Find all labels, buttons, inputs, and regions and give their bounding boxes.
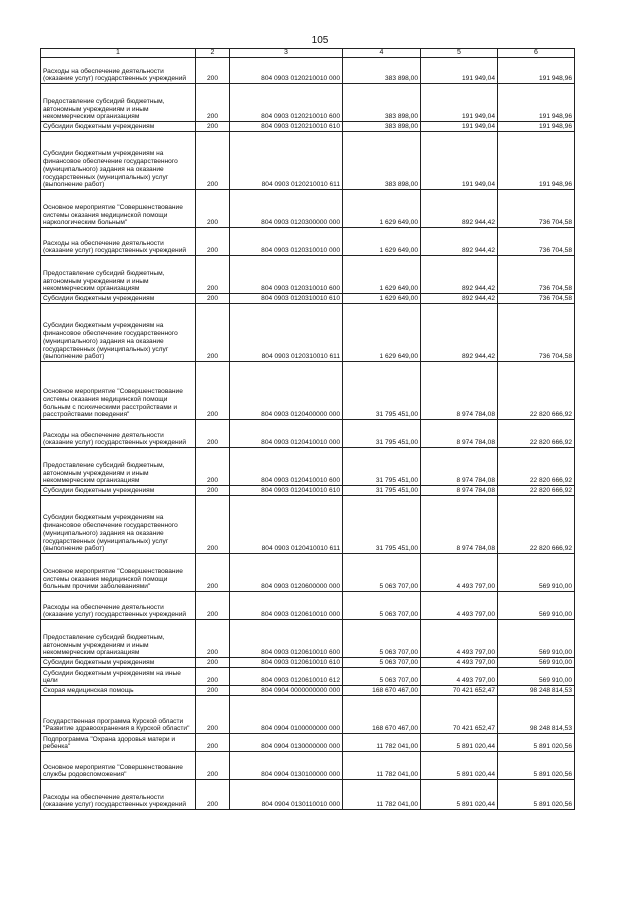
column-header: 6	[498, 49, 575, 58]
row-name-cell: Субсидии бюджетным учреждениям на финансовое обеспечение государственного (муниципального) задания на оказание государственных (муниципальных) услуг (выполнение работ)	[41, 132, 196, 190]
row-rest-amount-cell: 191 948,96	[498, 132, 575, 190]
row-plan-amount-cell: 1 629 649,00	[343, 190, 421, 228]
row-rest-amount-cell: 569 910,00	[498, 658, 575, 668]
row-rest-amount-cell: 5 891 020,56	[498, 752, 575, 780]
row-name-cell: Подпрограмма "Охрана здоровья матери и ребенка"	[41, 734, 196, 752]
column-header: 3	[230, 49, 343, 58]
row-fact-amount-cell: 191 949,04	[421, 132, 498, 190]
row-grbs-cell: 200	[196, 420, 230, 448]
table-row	[41, 734, 575, 752]
row-fact-amount-cell: 5 891 020,44	[421, 752, 498, 780]
row-rest-amount-cell: 569 910,00	[498, 592, 575, 620]
row-rest-amount-cell: 22 820 666,92	[498, 496, 575, 554]
row-name-cell: Субсидии бюджетным учреждениям	[41, 658, 196, 668]
row-grbs-cell: 200	[196, 496, 230, 554]
table-row	[41, 620, 575, 658]
table-row	[41, 752, 575, 780]
row-fact-amount-cell: 191 949,04	[421, 122, 498, 132]
table-row	[41, 132, 575, 190]
row-plan-amount-cell: 1 629 649,00	[343, 304, 421, 362]
row-rest-amount-cell: 191 948,96	[498, 84, 575, 122]
row-name-cell: Расходы на обеспечение деятельности (оказание услуг) государственных учреждений	[41, 228, 196, 256]
row-code-cell: 804 0904 0100000000 000	[230, 696, 343, 734]
table-row	[41, 294, 575, 304]
row-rest-amount-cell: 736 704,58	[498, 190, 575, 228]
row-plan-amount-cell: 11 782 041,00	[343, 780, 421, 810]
row-plan-amount-cell: 1 629 649,00	[343, 256, 421, 294]
page-number: 105	[311, 35, 329, 46]
row-fact-amount-cell: 892 944,42	[421, 228, 498, 256]
row-grbs-cell: 200	[196, 448, 230, 486]
row-name-cell: Предоставление субсидий бюджетным, автономным учреждениям и иным некоммерческим организациям	[41, 448, 196, 486]
row-grbs-cell: 200	[196, 752, 230, 780]
row-name-cell: Предоставление субсидий бюджетным, автономным учреждениям и иным некоммерческим организациям	[41, 256, 196, 294]
row-rest-amount-cell: 736 704,58	[498, 256, 575, 294]
column-header: 5	[421, 49, 498, 58]
row-grbs-cell: 200	[196, 658, 230, 668]
row-grbs-cell: 200	[196, 58, 230, 84]
table-row	[41, 686, 575, 696]
row-plan-amount-cell: 1 629 649,00	[343, 228, 421, 256]
row-code-cell: 804 0904 0000000000 000	[230, 686, 343, 696]
row-grbs-cell: 200	[196, 190, 230, 228]
row-code-cell: 804 0903 0120300000 000	[230, 190, 343, 228]
row-plan-amount-cell: 31 795 451,00	[343, 496, 421, 554]
row-rest-amount-cell: 736 704,58	[498, 304, 575, 362]
row-name-cell: Расходы на обеспечение деятельности (оказание услуг) государственных учреждений	[41, 592, 196, 620]
row-fact-amount-cell: 191 949,04	[421, 58, 498, 84]
row-fact-amount-cell: 70 421 652,47	[421, 696, 498, 734]
column-header: 1	[41, 49, 196, 58]
row-plan-amount-cell: 383 898,00	[343, 132, 421, 190]
table-row	[41, 190, 575, 228]
budget-table	[40, 48, 575, 810]
row-name-cell: Основное мероприятие "Совершенствование системы оказания медицинской помощи больным с психическими расстройствами и расстройствами поведения"	[41, 362, 196, 420]
row-plan-amount-cell: 11 782 041,00	[343, 752, 421, 780]
row-plan-amount-cell: 11 782 041,00	[343, 734, 421, 752]
row-plan-amount-cell: 383 898,00	[343, 122, 421, 132]
row-name-cell: Расходы на обеспечение деятельности (оказание услуг) государственных учреждений	[41, 780, 196, 810]
table-row	[41, 58, 575, 84]
table-row	[41, 658, 575, 668]
row-rest-amount-cell: 569 910,00	[498, 554, 575, 592]
table-header-row	[41, 49, 575, 58]
row-code-cell: 804 0903 0120310010 600	[230, 256, 343, 294]
row-name-cell: Субсидии бюджетным учреждениям на финансовое обеспечение государственного (муниципального) задания на оказание государственных (муниципальных) услуг (выполнение работ)	[41, 496, 196, 554]
row-rest-amount-cell: 191 948,96	[498, 122, 575, 132]
row-code-cell: 804 0903 0120310010 610	[230, 294, 343, 304]
row-code-cell: 804 0903 0120310010 611	[230, 304, 343, 362]
row-plan-amount-cell: 5 063 707,00	[343, 592, 421, 620]
row-plan-amount-cell: 5 063 707,00	[343, 620, 421, 658]
row-name-cell: Основное мероприятие "Совершенствование системы оказания медицинской помощи наркологическим больным"	[41, 190, 196, 228]
row-grbs-cell: 200	[196, 304, 230, 362]
table-row	[41, 780, 575, 810]
row-grbs-cell: 200	[196, 256, 230, 294]
row-fact-amount-cell: 8 974 784,08	[421, 496, 498, 554]
table-row	[41, 448, 575, 486]
table-row	[41, 696, 575, 734]
table-row	[41, 668, 575, 686]
row-name-cell: Основное мероприятие "Совершенствование службы родовспоможения"	[41, 752, 196, 780]
table-row	[41, 554, 575, 592]
row-plan-amount-cell: 5 063 707,00	[343, 658, 421, 668]
row-rest-amount-cell: 736 704,58	[498, 228, 575, 256]
table-row	[41, 84, 575, 122]
row-plan-amount-cell: 1 629 649,00	[343, 294, 421, 304]
row-code-cell: 804 0903 0120210010 611	[230, 132, 343, 190]
row-code-cell: 804 0903 0120210010 000	[230, 58, 343, 84]
row-name-cell: Расходы на обеспечение деятельности (оказание услуг) государственных учреждений	[41, 420, 196, 448]
row-name-cell: Субсидии бюджетным учреждениям на иные цели	[41, 668, 196, 686]
row-rest-amount-cell: 98 248 814,53	[498, 696, 575, 734]
row-grbs-cell: 200	[196, 228, 230, 256]
row-fact-amount-cell: 4 493 797,00	[421, 554, 498, 592]
row-code-cell: 804 0903 0120400000 000	[230, 362, 343, 420]
row-rest-amount-cell: 5 891 020,56	[498, 734, 575, 752]
row-fact-amount-cell: 892 944,42	[421, 304, 498, 362]
row-plan-amount-cell: 383 898,00	[343, 58, 421, 84]
row-grbs-cell: 200	[196, 486, 230, 496]
row-code-cell: 804 0903 0120310010 000	[230, 228, 343, 256]
table-row	[41, 496, 575, 554]
row-name-cell: Субсидии бюджетным учреждениям	[41, 486, 196, 496]
row-rest-amount-cell: 98 248 814,53	[498, 686, 575, 696]
row-plan-amount-cell: 31 795 451,00	[343, 448, 421, 486]
column-header: 4	[343, 49, 421, 58]
row-grbs-cell: 200	[196, 592, 230, 620]
row-fact-amount-cell: 8 974 784,08	[421, 362, 498, 420]
row-rest-amount-cell: 22 820 666,92	[498, 486, 575, 496]
row-grbs-cell: 200	[196, 668, 230, 686]
row-rest-amount-cell: 569 910,00	[498, 620, 575, 658]
row-fact-amount-cell: 8 974 784,08	[421, 486, 498, 496]
table-row	[41, 362, 575, 420]
row-code-cell: 804 0903 0120610010 612	[230, 668, 343, 686]
row-rest-amount-cell: 22 820 666,92	[498, 420, 575, 448]
row-plan-amount-cell: 5 063 707,00	[343, 554, 421, 592]
row-grbs-cell: 200	[196, 734, 230, 752]
column-header: 2	[196, 49, 230, 58]
row-plan-amount-cell: 31 795 451,00	[343, 420, 421, 448]
row-code-cell: 804 0903 0120600000 000	[230, 554, 343, 592]
row-grbs-cell: 200	[196, 696, 230, 734]
row-rest-amount-cell: 22 820 666,92	[498, 448, 575, 486]
row-code-cell: 804 0903 0120410010 000	[230, 420, 343, 448]
row-fact-amount-cell: 70 421 652,47	[421, 686, 498, 696]
row-name-cell: Предоставление субсидий бюджетным, автономным учреждениям и иным некоммерческим организациям	[41, 620, 196, 658]
row-rest-amount-cell: 191 948,96	[498, 58, 575, 84]
row-code-cell: 804 0903 0120410010 611	[230, 496, 343, 554]
table-row	[41, 486, 575, 496]
table-row	[41, 256, 575, 294]
row-name-cell: Скорая медицинская помощь	[41, 686, 196, 696]
row-rest-amount-cell: 5 891 020,56	[498, 780, 575, 810]
row-code-cell: 804 0903 0120210010 610	[230, 122, 343, 132]
row-rest-amount-cell: 569 910,00	[498, 668, 575, 686]
row-fact-amount-cell: 8 974 784,08	[421, 448, 498, 486]
row-rest-amount-cell: 736 704,58	[498, 294, 575, 304]
row-grbs-cell: 200	[196, 554, 230, 592]
row-code-cell: 804 0903 0120610010 000	[230, 592, 343, 620]
row-fact-amount-cell: 4 493 797,00	[421, 592, 498, 620]
row-rest-amount-cell: 22 820 666,92	[498, 362, 575, 420]
row-code-cell: 804 0904 0130000000 000	[230, 734, 343, 752]
row-grbs-cell: 200	[196, 620, 230, 658]
row-grbs-cell: 200	[196, 84, 230, 122]
row-fact-amount-cell: 892 944,42	[421, 190, 498, 228]
row-fact-amount-cell: 191 949,04	[421, 84, 498, 122]
row-plan-amount-cell: 383 898,00	[343, 84, 421, 122]
table-row	[41, 228, 575, 256]
row-name-cell: Субсидии бюджетным учреждениям	[41, 122, 196, 132]
row-grbs-cell: 200	[196, 362, 230, 420]
row-plan-amount-cell: 31 795 451,00	[343, 362, 421, 420]
row-grbs-cell: 200	[196, 294, 230, 304]
row-name-cell: Расходы на обеспечение деятельности (оказание услуг) государственных учреждений	[41, 58, 196, 84]
row-fact-amount-cell: 8 974 784,08	[421, 420, 498, 448]
row-grbs-cell: 200	[196, 122, 230, 132]
row-code-cell: 804 0903 0120410010 610	[230, 486, 343, 496]
table-row	[41, 304, 575, 362]
row-code-cell: 804 0903 0120210010 600	[230, 84, 343, 122]
row-plan-amount-cell: 168 670 467,00	[343, 686, 421, 696]
row-code-cell: 804 0904 0130100000 000	[230, 752, 343, 780]
row-fact-amount-cell: 4 493 797,00	[421, 620, 498, 658]
table-row	[41, 420, 575, 448]
row-name-cell: Предоставление субсидий бюджетным, автономным учреждениям и иным некоммерческим организациям	[41, 84, 196, 122]
row-name-cell: Основное мероприятие "Совершенствование системы оказания медицинской помощи больным прочими заболеваниями"	[41, 554, 196, 592]
row-grbs-cell: 200	[196, 132, 230, 190]
row-plan-amount-cell: 5 063 707,00	[343, 668, 421, 686]
row-plan-amount-cell: 168 670 467,00	[343, 696, 421, 734]
row-fact-amount-cell: 892 944,42	[421, 256, 498, 294]
row-fact-amount-cell: 4 493 797,00	[421, 658, 498, 668]
row-fact-amount-cell: 4 493 797,00	[421, 668, 498, 686]
row-code-cell: 804 0903 0120610010 600	[230, 620, 343, 658]
table-row	[41, 592, 575, 620]
row-plan-amount-cell: 31 795 451,00	[343, 486, 421, 496]
row-fact-amount-cell: 5 891 020,44	[421, 780, 498, 810]
row-grbs-cell: 200	[196, 780, 230, 810]
row-code-cell: 804 0904 0130110010 000	[230, 780, 343, 810]
row-fact-amount-cell: 5 891 020,44	[421, 734, 498, 752]
row-name-cell: Субсидии бюджетным учреждениям	[41, 294, 196, 304]
row-name-cell: Субсидии бюджетным учреждениям на финансовое обеспечение государственного (муниципального) задания на оказание государственных (муниципальных) услуг (выполнение работ)	[41, 304, 196, 362]
row-fact-amount-cell: 892 944,42	[421, 294, 498, 304]
row-code-cell: 804 0903 0120410010 600	[230, 448, 343, 486]
table-row	[41, 122, 575, 132]
row-grbs-cell: 200	[196, 686, 230, 696]
row-name-cell: Государственная программа Курской области "Развитие здравоохранения в Курской области"	[41, 696, 196, 734]
row-code-cell: 804 0903 0120610010 610	[230, 658, 343, 668]
